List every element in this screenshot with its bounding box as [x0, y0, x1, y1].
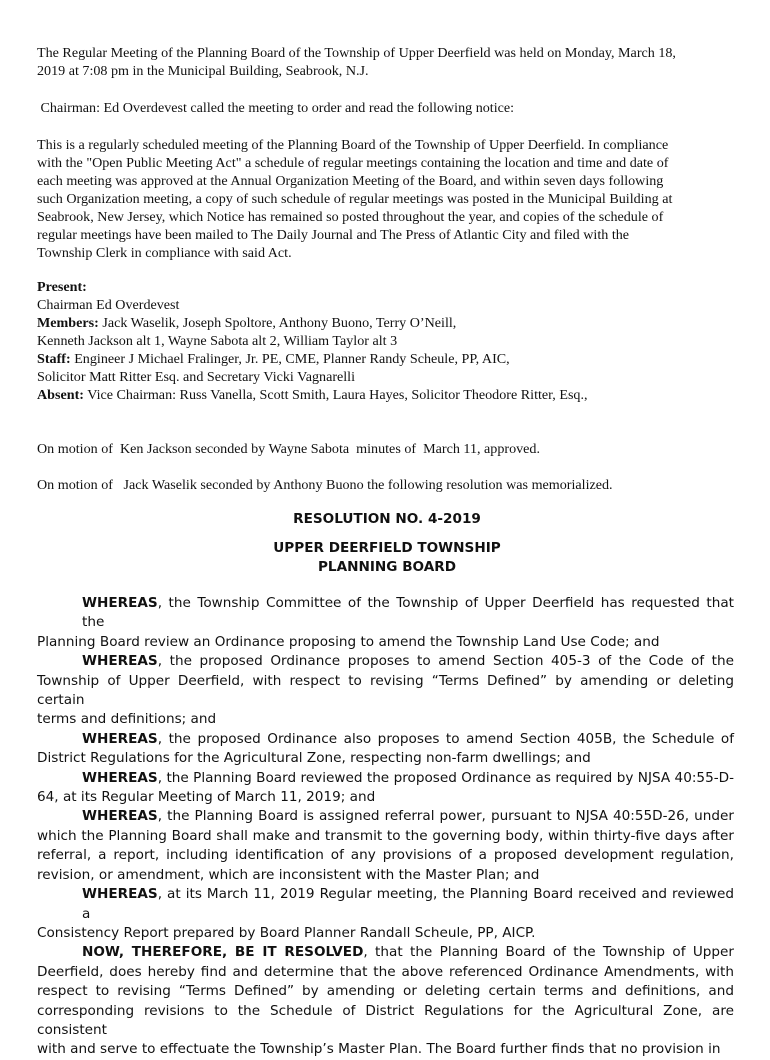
- intro-line: The Regular Meeting of the Planning Board of the Township of Upper Deerfield was held on Monday, March 18,: [37, 45, 676, 61]
- present-heading: Present:: [37, 279, 87, 295]
- members-list-continued: Kenneth Jackson alt 1, Wayne Sabota alt 2, William Taylor alt 3: [37, 333, 398, 349]
- meeting-notice: [37, 136, 737, 262]
- intro-line: 2019 at 7:08 pm in the Municipal Building, Seabrook, N.J.: [37, 63, 369, 79]
- members-list: Jack Waselik, Joseph Spoltore, Anthony Buono, Terry O’Neill,: [98, 315, 457, 331]
- notice-line: regular meetings have been mailed to The Daily Journal and The Press of Atlantic City and filed with the: [37, 227, 630, 243]
- whereas-clause: WHEREAS, the proposed Ordinance proposes to amend Section 405-3 of the Code of the: [82, 653, 734, 670]
- notice-line: Township Clerk in compliance with said Act.: [37, 245, 292, 261]
- absent-list: Vice Chairman: Russ Vanella, Scott Smith, Laura Hayes, Solicitor Theodore Ritter, Esq.,: [83, 387, 588, 403]
- chairman-call-to-order: Chairman: Ed Overdevest called the meeting to order and read the following notice:: [37, 100, 515, 116]
- notice-line: such Organization meeting, a copy of such schedule of regular meetings was posted in the Municipal Building at: [37, 191, 673, 207]
- motion-resolution: On motion of Jack Waselik seconded by Anthony Buono the following resolution was memorialized.: [37, 477, 613, 493]
- attendance-section: [37, 278, 737, 404]
- resolved-clause: NOW, THEREFORE, BE IT RESOLVED, that the Planning Board of the Township of Upper: [82, 944, 734, 961]
- members-label: Members:: [37, 315, 99, 331]
- absent-label: Absent:: [37, 387, 84, 403]
- whereas-clause: WHEREAS, the Planning Board reviewed the proposed Ordinance as required by NJSA 40:55-D-: [82, 769, 734, 786]
- meeting-intro: [37, 44, 737, 80]
- whereas-clause: WHEREAS, the Township Committee of the Township of Upper Deerfield has requested that the: [82, 595, 734, 631]
- notice-line: Seabrook, New Jersey, which Notice has remained so posted throughout the year, and copies of the schedule of: [37, 209, 664, 225]
- notice-line: with the "Open Public Meeting Act" a schedule of regular meetings containing the location and time and date of: [37, 155, 669, 171]
- staff-label: Staff:: [37, 351, 71, 367]
- staff-list-continued: Solicitor Matt Ritter Esq. and Secretary Vicki Vagnarelli: [37, 369, 356, 385]
- resolution-number: RESOLUTION NO. 4-2019: [293, 511, 481, 527]
- resolution-heading-board: PLANNING BOARD: [317, 559, 457, 575]
- resolution-heading-township: UPPER DEERFIELD TOWNSHIP: [273, 540, 501, 556]
- notice-line: This is a regularly scheduled meeting of the Planning Board of the Township of Upper Deerfield. In compliance: [37, 137, 669, 153]
- chairman-present: Chairman Ed Overdevest: [37, 297, 180, 313]
- whereas-clause: WHEREAS, at its March 11, 2019 Regular meeting, the Planning Board received and reviewed a: [82, 886, 734, 922]
- notice-line: each meeting was approved at the Annual Organization Meeting of the Board, and within seven days following: [37, 173, 664, 189]
- resolution-body: WHEREAS, the Township Committee of the Township of Upper Deerfield has requested that the Planning Board review an Ordinance proposing to amend the Township Land Use Code; and WHEREAS, the proposed Ordinance proposes to amend Section 405-3 of the Code of the Township of Upper Deerfield, with respect to revising “Terms Defined” by amending or deleting certain terms and definitions; and WHEREAS, the proposed Ordinance also proposes to amend Section 405B, the Schedule of District Regulations for the Agricultural Zone, respecting non-farm dwellings; and WHEREAS, the Planning Board reviewed the proposed Ordinance as required by NJSA 40:55-D- 64, at its Regular Meeting of March 11, 2019; and WHEREAS, the Planning Board is assigned referral power, pursuant to NJSA 40:55D-26, under which the Planning Board shall make and transmit to the governing body, within thirty-five days after referral, a report, including identification of any provisions of a proposed development regulation, revision, or amendment, which are inconsistent with the Master Plan; and WHEREAS, at its March 11, 2019 Regular meeting, the Planning Board received and reviewed a Consistency Report prepared by Board Planner Randall Scheule, PP, AICP. NOW, THEREFORE, BE IT RESOLVED, that the Planning Board of the Township of Upper Deerfield, does hereby find and determine that the above referenced Ordinance Amendments, with respect to revising “Terms Defined” by amending or deleting certain terms and definitions, and corresponding revisions to the Schedule of District Regulations for the Agricultural Zone, are consistent with and serve to effectuate the Township’s Master Plan. The Board further finds that no provision in: [37, 595, 734, 1058]
- staff-list: Engineer J Michael Fralinger, Jr. PE, CME, Planner Randy Scheule, PP, AIC,: [70, 351, 510, 367]
- whereas-clause: WHEREAS, the Planning Board is assigned referral power, pursuant to NJSA 40:55D-26, under: [82, 808, 734, 825]
- whereas-clause: WHEREAS, the proposed Ordinance also proposes to amend Section 405B, the Schedule of: [82, 730, 734, 747]
- motion-minutes: On motion of Ken Jackson seconded by Wayne Sabota minutes of March 11, approved.: [37, 441, 540, 457]
